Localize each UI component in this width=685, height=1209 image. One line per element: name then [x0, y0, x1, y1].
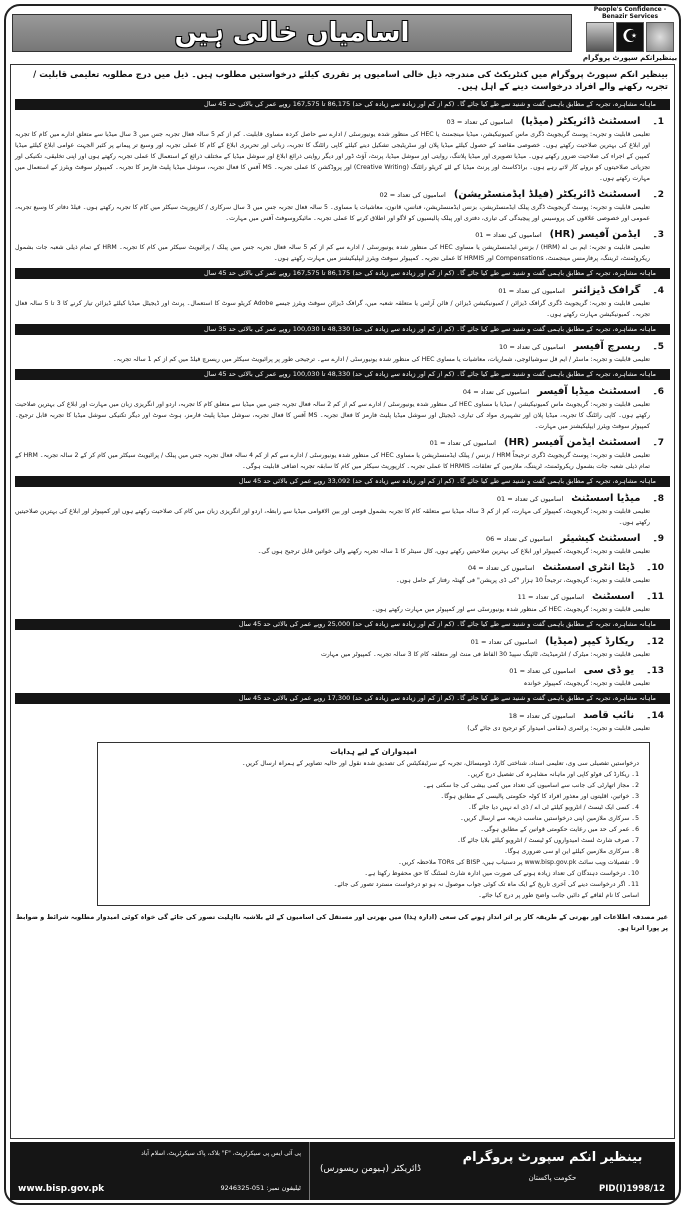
pakistan-flag-icon: ☪	[616, 22, 644, 52]
position-number: 5۔	[652, 342, 664, 352]
position-number: 12۔	[646, 637, 664, 647]
ad-body	[10, 64, 675, 1139]
position-title: اسسٹنٹ ایڈمن آفیسر (HR)	[503, 437, 641, 448]
salary-bar: ماہانہ مشاہرہ، تجربہ کے مطابق باہمی گفت و شنید سے طے کیا جائے گا۔ (کم از کم اور زیادہ سے زیادہ کی حد) 86,175 تا 167,575 روپے عمر کی بالائی حد 45 سال	[15, 268, 670, 279]
position-title: ڈیٹا انٹری اسسٹنٹ	[542, 562, 635, 573]
instruction-item: 6۔ عمر کی حد میں رعایت حکومتی قوانین کے مطابق ہوگی۔	[480, 826, 639, 833]
instruction-item: 10۔ درخواست دہندگان کی تعداد زیادہ ہونے کی صورت میں ادارہ شارٹ لسٹنگ کا حق محفوظ رکھتا ہے۔	[364, 870, 639, 877]
position-9	[15, 532, 670, 557]
government-seal-icon	[646, 22, 674, 52]
position-title: اسسٹنٹ ڈائریکٹر (فیلڈ ایڈمنسٹریشن)	[453, 189, 641, 200]
position-requirements: تعلیمی قابلیت و تجربہ: گریجویٹ ڈگری گرافک ڈیزائن / کمیونیکیشن ڈیزائن / فائن آرٹس یا متعلقہ شعبہ میں، گرافک ڈیزائن سوفٹ ویئرز جیسے Adobe کریٹو سوٹ کا استعمال۔ پرنٹ اور ڈیجیٹل میڈیا کیلئے ڈیزائن تیار کرنے کا 3 تا 5 سالہ فعال تجربہ۔ کمیونیکیشن مہارت رکھتے ہوں۔	[15, 300, 651, 318]
position-requirements: تعلیمی قابلیت و تجربہ: پرائمری (مقامی امیدوار کو ترجیح دی جائے گی)	[467, 725, 650, 732]
disclaimer: غیر مصدقہ اطلاعات اور بھرتی کے طریقہ کار پر اثر انداز ہونے کی سعی (ادارہ ہذا) میں بھرتی اور مستقل کی اسامیوں کے لئے بلاشبہ نااہلیت تصور کی جائے گی خواہ کوئی امیدوار مطلوبہ شرائط و ضوابط پر پورا اترتا ہو۔	[16, 913, 668, 932]
position-5	[15, 340, 670, 365]
position-number: 8۔	[652, 494, 664, 504]
instructions-heading: امیدواران کے لیے ہدایات	[330, 747, 417, 756]
position-title: ریسرچ آفیسر	[573, 341, 641, 352]
position-7	[15, 436, 670, 472]
instruction-item: 5۔ سرکاری ملازمین اپنی درخواستیں مناسب ذریعہ سے ارسال کریں۔	[460, 815, 639, 822]
position-6	[15, 385, 670, 432]
position-title: گرافک ڈیزائنر	[572, 285, 641, 296]
headline: اسامیاں خالی ہیں	[174, 18, 410, 48]
position-count: اسامیوں کی تعداد = 10	[499, 343, 566, 351]
tagline: People's Confidence - Benazir Services	[593, 6, 667, 20]
position-requirements: تعلیمی قابلیت و تجربہ: گریجویٹ، کمپیوٹر کی مہارت، کم از کم 3 سالہ میڈیا سے متعلقہ کام کا تجربہ بشمول قومی اور بین الاقوامی میڈیا سے رابطہ، اردو اور انگریزی زبان میں کام کی صلاحیت رکھتے ہوں اور کمپیوٹر اور ابلاغ کی بہترین صلاحیتیں رکھتے ہوں۔	[15, 508, 650, 526]
position-requirements: تعلیمی قابلیت و تجربہ: گریجویٹ ماس کمیونیکیشن / میڈیا یا مساوی HEC کی منظور شدہ یونیورسٹی / ادارے سے کم از کم 2 سالہ فعال تجربہ جس میں میڈیا سے متعلق کام کا تجربہ، اردو اور انگریزی زبان میں مہارت اور ابلاغ کی بہترین صلاحیت رکھتے ہوں۔ کاپی رائٹنگ کا تجربہ، میڈیا پلان اور تشہیری مواد کی تیاری، ڈیجیٹل اور سوشل میڈیا پلیٹ فارمز کا فعال تجربہ۔ MS آفس کا فعال تجربہ، سوشل میڈیا پلیٹ فارمز، ہوٹ سوٹ اور دیگر تکنیکی سوشل میڈیا کا تجربہ قابل ترجیح۔ کمپیوٹر سوفٹ ویئرز ایپلیکیشنز میں مہارت۔	[15, 401, 650, 430]
instruction-item: 7۔ صرف شارٹ لسٹ امیدواروں کو ٹیسٹ / انٹرویو کیلئے بلایا جائے گا۔	[457, 837, 639, 844]
footer-org-name: بینظیر انکم سپورٹ پروگرام	[462, 1150, 643, 1165]
position-title: اسسٹنٹ ڈائریکٹر (میڈیا)	[520, 116, 641, 127]
position-count: اسامیوں کی تعداد = 04	[462, 388, 530, 396]
position-number: 1۔	[652, 117, 664, 127]
position-count: اسامیوں کی تعداد = 01	[498, 287, 565, 295]
position-count: اسامیوں کی تعداد = 01	[470, 638, 538, 646]
position-1	[15, 115, 670, 184]
pid-number: PID(I)1998/12	[599, 1184, 665, 1194]
position-number: 6۔	[652, 387, 664, 397]
director-title: ڈائریکٹر (ہیومن ریسورس)	[320, 1164, 422, 1174]
position-number: 3۔	[652, 230, 664, 240]
instruction-item: اسامی کا نام لفافے کے دائیں جانب واضح طور پر درج کیا جائے۔	[478, 892, 639, 899]
position-14	[15, 709, 670, 734]
bisp-logo	[582, 6, 678, 64]
position-8	[15, 492, 670, 528]
position-requirements: تعلیمی قابلیت و تجربہ: گریجویٹ، کمپیوٹر خواندہ	[523, 680, 650, 687]
instruction-item: 8۔ سرکاری ملازمین کیلئے این او سی ضروری ہوگا۔	[504, 848, 639, 855]
instruction-item: 1۔ ریکارڈ کی فوٹو کاپی اور ماہانہ مشاہرہ کی تفصیل درج کریں۔	[466, 771, 639, 778]
position-3	[15, 228, 670, 264]
position-requirements: تعلیمی قابلیت و تجربہ: گریجویٹ، کمپیوٹر اور ابلاغ کی بہترین صلاحیتیں رکھتے ہوں، کال سینٹر کا 1 سالہ تجربہ رکھنے والی خواتین قابل ترجیح ہوں گی۔	[257, 548, 650, 555]
position-13	[15, 664, 670, 689]
position-requirements: تعلیمی قابلیت و تجربہ: پوسٹ گریجویٹ ڈگری ماس کمیونیکیشن، میڈیا مینجمنٹ یا HEC کی منظور شدہ یونیورسٹی / ادارے سے حاصل کردہ مساوی قابلیت۔ کم از کم 5 سالہ فعال تجربہ جس میں 3 سال میڈیا سے متعلق ادارے میں کام کا تجربہ اور ابلاغ کی بہترین صلاحیت رکھتے ہوں۔ خصوصی مقاصد کے حصول کیلئے میڈیا پلان اور سٹریٹیجی تشکیل دینے کیلئے کاپی رائٹنگ کا تجربہ، زبانی اور تحریری ابلاغ کے کام کا عملی تجربہ اور وسیع تر پیمانے پر کثیر الجہت عوامی ابلاغ کیلئے میڈیا کمپین کے اجراء کی صلاحیت ضرور رکھتے ہوں۔ میڈیا تصویری اور میڈیا پلاننگ، روایتی اور سوشل میڈیا، پرنٹ، آؤٹ ڈور اور دیگر روایتی ذرائع ابلاغ اور سوشل میڈیا کے مختلف ذرائع کے استعمال کا عملی تجربہ رکھتے ہوں اور اپنی تخلیقی، تکنیکی اور تجزیاتی صلاحیتوں کو بروئے کار لاتے رہے ہوں۔ براڈکاسٹ اور پرنٹ میڈیا کے لئے کریٹو رائٹنگ (Creative Writing) اور پروڈکشن کا عملی تجربہ۔ MS آفس کا فعال تجربہ، سوشل میڈیا پلیٹ فارمز کا تجربہ۔ کمپیوٹر سوفٹ ویئرز کے استعمال میں مہارت رکھتے ہوں۔	[15, 131, 650, 182]
footer	[10, 1142, 675, 1200]
org-panel	[310, 1142, 675, 1200]
position-count: اسامیوں کی تعداد = 01	[496, 495, 564, 503]
instructions-box	[97, 742, 650, 906]
salary-bar: ماہانہ مشاہرہ، تجربہ کے مطابق باہمی گفت و شنید سے طے کیا جائے گا۔ (کم از کم اور زیادہ سے زیادہ کی حد) 33,092 روپے عمر کی بالائی حد 45 سال	[15, 476, 670, 487]
position-number: 9۔	[652, 534, 664, 544]
portrait-image	[586, 22, 614, 52]
instruction-item: 3۔ خواتین، اقلیتوں اور معذور افراد کا کوٹہ حکومتی پالیسی کے مطابق ہوگا۔	[440, 793, 639, 800]
position-count: اسامیوں کی تعداد = 02	[379, 191, 446, 199]
position-count: اسامیوں کی تعداد = 04	[467, 564, 535, 572]
position-title: اسسٹنٹ میڈیا آفیسر	[537, 386, 641, 397]
address: پی آئی ایس پی سیکرٹریٹ، "F" بلاک، پاک سیکرٹریٹ، اسلام آباد	[141, 1150, 301, 1157]
position-title: میڈیا اسسٹنٹ	[571, 493, 641, 504]
position-11	[15, 590, 670, 615]
position-requirements: تعلیمی قابلیت و تجربہ: پوسٹ گریجویٹ ڈگری پبلک ایڈمنسٹریشن، بزنس ایڈمنسٹریشن، فنانس، قانون، معاشیات یا مساوی۔ 5 سالہ فعال تجربہ جس میں 3 سال سرکاری / کارپوریٹ سیکٹر میں کام کا تجربہ رکھتے ہوں۔ فیلڈ دفاتر کا وسیع تجربہ، عمومی اور خصوصی علاقوں کی پروسیس اور پیچیدگی کی تیاری، دفتری اور پبلک پالیسیوں کو لاگو اور اطلاق کرنے کا عملی تجربہ۔ مائیکروسوفٹ آفس میں مہارت۔	[15, 204, 651, 222]
position-10	[15, 561, 670, 586]
contact-panel	[10, 1142, 310, 1200]
instruction-item: 2۔ مجاز اتھارٹی کی جانب سے اسامیوں کی تعداد میں کمی بیشی کی جا سکتی ہے۔	[422, 782, 639, 789]
position-count: اسامیوں کی تعداد = 01	[475, 231, 542, 239]
position-2	[15, 188, 670, 224]
instruction-item: 4۔ کسی ایک ٹیسٹ / انٹرویو کیلئے ٹی اے / ڈی اے نہیں دیا جائے گا۔	[468, 804, 639, 811]
phone: ٹیلیفون نمبر: 051-9246325	[220, 1184, 301, 1192]
position-number: 13۔	[646, 666, 664, 676]
position-requirements: تعلیمی قابلیت و تجربہ: ماسٹر / ایم فل سوشیالوجی، شماریات، معاشیات یا مساوی HEC کی منظور شدہ یونیورسٹی / ادارے سے۔ ترجیحی طور پر پرائیویٹ سیکٹر میں ریسرچ فیلڈ میں کم از کم 1 سالہ تجربہ۔	[113, 356, 650, 363]
position-number: 2۔	[652, 190, 664, 200]
position-12	[15, 635, 670, 660]
instruction-item: 9۔ تفصیلات ویب سائٹ www.bisp.gov.pk پر دستیاب ہیں، BISP کی TORs ملاحظہ کریں۔	[398, 859, 639, 866]
position-title: اسسٹنٹ کیشیئر	[560, 533, 641, 544]
position-requirements: تعلیمی قابلیت و تجربہ: میٹرک / انٹرمیڈیٹ، ٹائپنگ سپیڈ 30 الفاظ فی منٹ اور متعلقہ کام کا 3 سالہ تجربہ۔ کمپیوٹر میں مہارت	[320, 651, 650, 658]
intro-text: بینظیر انکم سپورٹ پروگرام میں کنٹریکٹ کی مندرجہ ذیل خالی اسامیوں پر تقرری کیلئے درخواستیں مطلوب ہیں۔ ذیل میں درج مطلوبہ تعلیمی قابلیت / تجربہ رکھنے والے افراد درخواست دینے کے اہل ہیں۔	[33, 70, 668, 92]
position-count: اسامیوں کی تعداد = 03	[446, 118, 513, 126]
position-number: 11۔	[646, 592, 664, 602]
position-count: اسامیوں کی تعداد = 18	[508, 712, 576, 720]
position-requirements: تعلیمی قابلیت و تجربہ: گریجویٹ، HEC کی منظور شدہ یونیورسٹی سے اور کمپیوٹر میں مہارت رکھتے ہوں۔	[371, 606, 650, 613]
position-4	[15, 284, 670, 320]
position-title: ریکارڈ کیپر (میڈیا)	[545, 636, 635, 647]
position-title: نائب قاصد	[583, 710, 635, 721]
position-title: اسسٹنٹ	[592, 591, 635, 602]
org-name: بینظیرانکم سپورٹ پروگرام	[582, 54, 678, 62]
instruction-item: درخواستیں تفصیلی سی وی، تعلیمی اسناد، شناختی کارڈ، ڈومیسائل، تجربہ کے سرٹیفکیٹس کی تصدیق شدہ نقول اور حالیہ تصاویر کے ہمراہ ارسال کریں۔	[241, 760, 639, 767]
government-name: حکومت پاکستان	[528, 1174, 577, 1182]
instruction-item: 11۔ اگر درخواست دینے کی آخری تاریخ کے ایک ماہ تک کوئی جواب موصول نہ ہو تو درخواست مسترد تصور کی جائے۔	[333, 881, 639, 888]
position-count: اسامیوں کی تعداد = 01	[429, 439, 496, 447]
position-number: 7۔	[652, 438, 664, 448]
salary-bar: ماہانہ مشاہرہ، تجربہ کے مطابق باہمی گفت و شنید سے طے کیا جائے گا۔ (کم از کم اور زیادہ سے زیادہ کی حد) 48,330 تا 100,030 روپے عمر کی بالائی حد 35 سال	[15, 324, 670, 335]
position-number: 10۔	[646, 563, 664, 573]
position-count: اسامیوں کی تعداد = 01	[509, 667, 576, 675]
salary-bar: ماہانہ مشاہرہ، تجربہ کے مطابق باہمی گفت و شنید سے طے کیا جائے گا۔ (کم از کم اور زیادہ سے زیادہ کی حد) 86,175 تا 167,575 روپے عمر کی بالائی حد 45 سال	[15, 99, 670, 110]
salary-bar: ماہانہ مشاہرہ، تجربہ کے مطابق باہمی گفت و شنید سے طے کیا جائے گا۔ (کم از کم اور زیادہ سے زیادہ کی حد) 48,330 تا 100,030 روپے عمر کی بالائی حد 45 سال	[15, 369, 670, 380]
position-title: یو ڈی سی	[583, 665, 635, 676]
headline-banner	[12, 14, 572, 52]
website-link[interactable]: www.bisp.gov.pk	[18, 1184, 105, 1194]
position-title: ایڈمن آفیسر (HR)	[549, 229, 641, 240]
position-requirements: تعلیمی قابلیت و تجربہ: ایم بی اے (HRM) / بزنس ایڈمنسٹریشن یا مساوی HEC کی منظور شدہ یونیورسٹی / ادارے سے کم از کم 5 سالہ فعال تجربہ جس میں پبلک / پرائیویٹ سیکٹر میں کام کا تجربہ۔ HRM کے تمام ذیلی شعبہ جات بشمول ریکروٹمنٹ، ٹریننگ، پرفارمنس مینجمنٹ، Compensations اور HRMIS کا عملی تجربہ۔ کمپیوٹر سوفٹ ویئرز ایپلیکیشنز میں مہارت رکھتے ہوں۔	[15, 244, 650, 262]
position-count: اسامیوں کی تعداد = 11	[517, 593, 584, 601]
position-requirements: تعلیمی قابلیت و تجربہ: پوسٹ گریجویٹ ڈگری ترجیحاً HRM / بزنس / پبلک ایڈمنسٹریشن یا مساوی HEC کی منظور شدہ یونیورسٹی / ادارے سے کم از کم 4 سالہ فعال تجربہ جس میں پبلک / پرائیویٹ سیکٹر میں کام کر کے 2 سالہ تجربہ۔ HRM کے تمام ذیلی شعبہ جات بشمول ریکروٹمنٹ، ٹریننگ، ملازمین کے تعلقات، HRMIS کا عملی تجربہ۔ کارپوریٹ سیکٹر میں کام کا سابقہ تجربہ اضافی قابلیت ہوگی۔	[15, 452, 650, 470]
position-count: اسامیوں کی تعداد = 06	[485, 535, 553, 543]
position-requirements: تعلیمی قابلیت و تجربہ: گریجویٹ، ترجیحاً 10 ہزار "کی ڈی پریشن" فی گھنٹہ رفتار کے حامل ہوں۔	[395, 577, 650, 584]
salary-bar: ماہانہ مشاہرہ، تجربہ کے مطابق باہمی گفت و شنید سے طے کیا جائے گا۔ (کم از کم اور زیادہ سے زیادہ کی حد) 17,300 روپے عمر کی بالائی حد 45 سال	[15, 693, 670, 704]
position-number: 4۔	[652, 286, 664, 296]
position-number: 14۔	[646, 711, 664, 721]
salary-bar: ماہانہ مشاہرہ، تجربہ کے مطابق باہمی گفت و شنید سے طے کیا جائے گا۔ (کم از کم اور زیادہ سے زیادہ کی حد) 25,000 روپے عمر کی بالائی حد 45 سال	[15, 619, 670, 630]
